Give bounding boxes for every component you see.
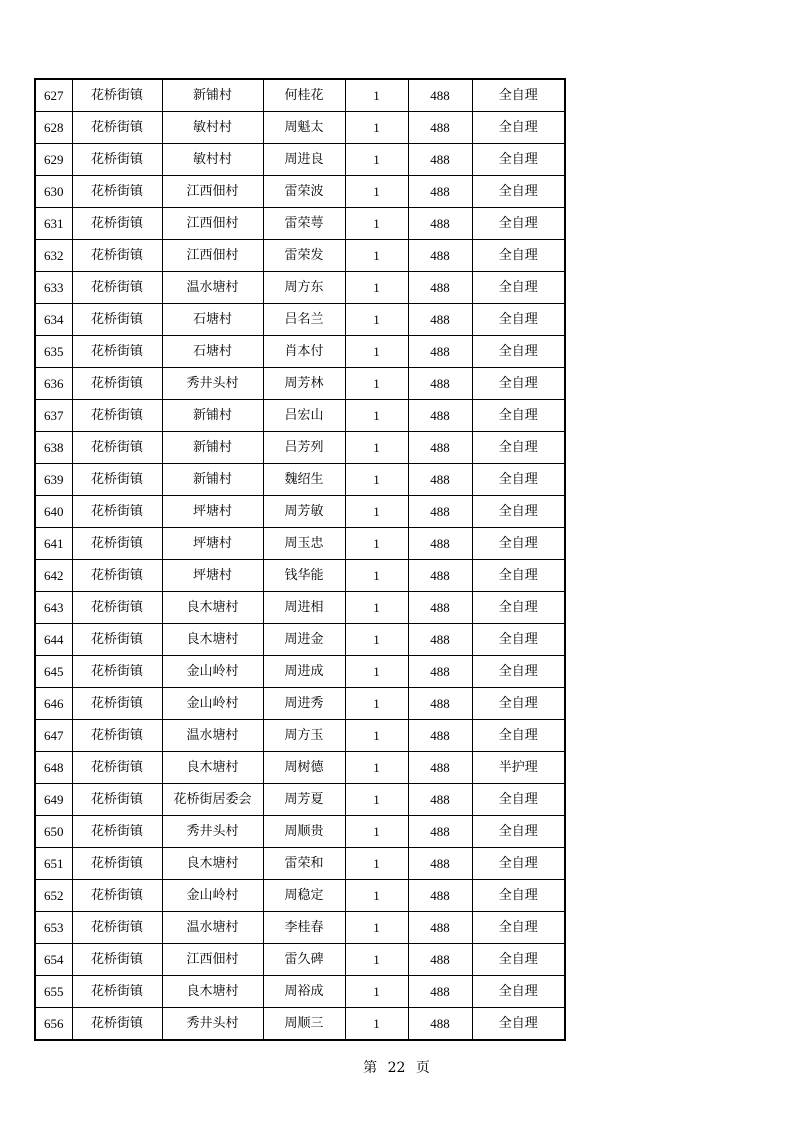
table-row xyxy=(35,848,565,880)
town-cell: 花桥街镇 xyxy=(72,976,162,1008)
amount-cell: 488 xyxy=(408,848,472,880)
count-cell: 1 xyxy=(345,560,408,592)
name-cell: 周进成 xyxy=(263,656,345,688)
serial-number-cell: 634 xyxy=(35,304,72,336)
care-level-cell: 全自理 xyxy=(472,112,565,144)
village-cell: 江西佃村 xyxy=(162,944,263,976)
table-row xyxy=(35,720,565,752)
amount-cell: 488 xyxy=(408,336,472,368)
name-cell: 周方东 xyxy=(263,272,345,304)
amount-cell: 488 xyxy=(408,816,472,848)
amount-cell: 488 xyxy=(408,112,472,144)
count-cell: 1 xyxy=(345,464,408,496)
table-row xyxy=(35,272,565,304)
count-cell: 1 xyxy=(345,624,408,656)
name-cell: 周稳定 xyxy=(263,880,345,912)
town-cell: 花桥街镇 xyxy=(72,816,162,848)
serial-number-cell: 653 xyxy=(35,912,72,944)
name-cell: 吕芳列 xyxy=(263,432,345,464)
name-cell: 何桂花 xyxy=(263,79,345,112)
serial-number-cell: 655 xyxy=(35,976,72,1008)
table-row xyxy=(35,528,565,560)
table-row xyxy=(35,752,565,784)
care-level-cell: 半护理 xyxy=(472,752,565,784)
town-cell: 花桥街镇 xyxy=(72,592,162,624)
village-cell: 新铺村 xyxy=(162,79,263,112)
amount-cell: 488 xyxy=(408,1008,472,1041)
table-row xyxy=(35,432,565,464)
table-row xyxy=(35,784,565,816)
village-cell: 新铺村 xyxy=(162,464,263,496)
table-row xyxy=(35,304,565,336)
care-level-cell: 全自理 xyxy=(472,976,565,1008)
name-cell: 雷荣萼 xyxy=(263,208,345,240)
table-row xyxy=(35,368,565,400)
table-row xyxy=(35,944,565,976)
name-cell: 周芳敏 xyxy=(263,496,345,528)
table-row xyxy=(35,656,565,688)
care-level-cell: 全自理 xyxy=(472,624,565,656)
count-cell: 1 xyxy=(345,592,408,624)
amount-cell: 488 xyxy=(408,240,472,272)
care-level-cell: 全自理 xyxy=(472,912,565,944)
records-table xyxy=(34,78,566,1041)
table-row xyxy=(35,496,565,528)
village-cell: 石塘村 xyxy=(162,336,263,368)
village-cell: 良木塘村 xyxy=(162,976,263,1008)
serial-number-cell: 636 xyxy=(35,368,72,400)
serial-number-cell: 645 xyxy=(35,656,72,688)
table-row xyxy=(35,880,565,912)
village-cell: 坪塘村 xyxy=(162,528,263,560)
serial-number-cell: 651 xyxy=(35,848,72,880)
serial-number-cell: 642 xyxy=(35,560,72,592)
count-cell: 1 xyxy=(345,240,408,272)
amount-cell: 488 xyxy=(408,944,472,976)
name-cell: 周进良 xyxy=(263,144,345,176)
name-cell: 吕名兰 xyxy=(263,304,345,336)
town-cell: 花桥街镇 xyxy=(72,656,162,688)
amount-cell: 488 xyxy=(408,208,472,240)
care-level-cell: 全自理 xyxy=(472,176,565,208)
name-cell: 周魁太 xyxy=(263,112,345,144)
town-cell: 花桥街镇 xyxy=(72,240,162,272)
count-cell: 1 xyxy=(345,112,408,144)
name-cell: 周树德 xyxy=(263,752,345,784)
town-cell: 花桥街镇 xyxy=(72,304,162,336)
count-cell: 1 xyxy=(345,176,408,208)
care-level-cell: 全自理 xyxy=(472,272,565,304)
town-cell: 花桥街镇 xyxy=(72,528,162,560)
village-cell: 良木塘村 xyxy=(162,624,263,656)
table-row xyxy=(35,144,565,176)
serial-number-cell: 648 xyxy=(35,752,72,784)
serial-number-cell: 650 xyxy=(35,816,72,848)
town-cell: 花桥街镇 xyxy=(72,272,162,304)
care-level-cell: 全自理 xyxy=(472,880,565,912)
amount-cell: 488 xyxy=(408,432,472,464)
name-cell: 周进相 xyxy=(263,592,345,624)
name-cell: 周芳林 xyxy=(263,368,345,400)
serial-number-cell: 630 xyxy=(35,176,72,208)
amount-cell: 488 xyxy=(408,528,472,560)
village-cell: 江西佃村 xyxy=(162,208,263,240)
amount-cell: 488 xyxy=(408,272,472,304)
village-cell: 江西佃村 xyxy=(162,240,263,272)
page-number: 22 xyxy=(387,1060,406,1076)
care-level-cell: 全自理 xyxy=(472,944,565,976)
care-level-cell: 全自理 xyxy=(472,208,565,240)
amount-cell: 488 xyxy=(408,144,472,176)
count-cell: 1 xyxy=(345,496,408,528)
count-cell: 1 xyxy=(345,528,408,560)
amount-cell: 488 xyxy=(408,79,472,112)
village-cell: 金山岭村 xyxy=(162,688,263,720)
page-footer xyxy=(0,1057,793,1077)
amount-cell: 488 xyxy=(408,912,472,944)
serial-number-cell: 647 xyxy=(35,720,72,752)
name-cell: 雷久碑 xyxy=(263,944,345,976)
care-level-cell: 全自理 xyxy=(472,816,565,848)
care-level-cell: 全自理 xyxy=(472,688,565,720)
care-level-cell: 全自理 xyxy=(472,304,565,336)
name-cell: 周玉忠 xyxy=(263,528,345,560)
care-level-cell: 全自理 xyxy=(472,560,565,592)
serial-number-cell: 632 xyxy=(35,240,72,272)
count-cell: 1 xyxy=(345,816,408,848)
amount-cell: 488 xyxy=(408,752,472,784)
name-cell: 李桂春 xyxy=(263,912,345,944)
village-cell: 敏村村 xyxy=(162,112,263,144)
town-cell: 花桥街镇 xyxy=(72,400,162,432)
amount-cell: 488 xyxy=(408,688,472,720)
table-body xyxy=(35,79,565,1040)
care-level-cell: 全自理 xyxy=(472,336,565,368)
serial-number-cell: 643 xyxy=(35,592,72,624)
amount-cell: 488 xyxy=(408,976,472,1008)
town-cell: 花桥街镇 xyxy=(72,112,162,144)
table-row xyxy=(35,1008,565,1041)
serial-number-cell: 644 xyxy=(35,624,72,656)
care-level-cell: 全自理 xyxy=(472,368,565,400)
village-cell: 良木塘村 xyxy=(162,752,263,784)
town-cell: 花桥街镇 xyxy=(72,1008,162,1041)
town-cell: 花桥街镇 xyxy=(72,912,162,944)
village-cell: 花桥街居委会 xyxy=(162,784,263,816)
town-cell: 花桥街镇 xyxy=(72,368,162,400)
village-cell: 温水塘村 xyxy=(162,720,263,752)
town-cell: 花桥街镇 xyxy=(72,208,162,240)
name-cell: 吕宏山 xyxy=(263,400,345,432)
table-row xyxy=(35,336,565,368)
name-cell: 魏绍生 xyxy=(263,464,345,496)
count-cell: 1 xyxy=(345,912,408,944)
amount-cell: 488 xyxy=(408,656,472,688)
town-cell: 花桥街镇 xyxy=(72,688,162,720)
town-cell: 花桥街镇 xyxy=(72,336,162,368)
village-cell: 坪塘村 xyxy=(162,560,263,592)
table-row xyxy=(35,912,565,944)
page-prefix: 第 xyxy=(363,1060,378,1076)
count-cell: 1 xyxy=(345,400,408,432)
town-cell: 花桥街镇 xyxy=(72,560,162,592)
name-cell: 周裕成 xyxy=(263,976,345,1008)
count-cell: 1 xyxy=(345,1008,408,1041)
town-cell: 花桥街镇 xyxy=(72,880,162,912)
town-cell: 花桥街镇 xyxy=(72,79,162,112)
table-row xyxy=(35,240,565,272)
village-cell: 秀井头村 xyxy=(162,816,263,848)
village-cell: 坪塘村 xyxy=(162,496,263,528)
care-level-cell: 全自理 xyxy=(472,240,565,272)
name-cell: 周芳夏 xyxy=(263,784,345,816)
village-cell: 敏村村 xyxy=(162,144,263,176)
village-cell: 温水塘村 xyxy=(162,272,263,304)
table-row xyxy=(35,176,565,208)
amount-cell: 488 xyxy=(408,368,472,400)
serial-number-cell: 646 xyxy=(35,688,72,720)
town-cell: 花桥街镇 xyxy=(72,432,162,464)
town-cell: 花桥街镇 xyxy=(72,944,162,976)
count-cell: 1 xyxy=(345,656,408,688)
serial-number-cell: 633 xyxy=(35,272,72,304)
amount-cell: 488 xyxy=(408,400,472,432)
name-cell: 周顺三 xyxy=(263,1008,345,1041)
name-cell: 雷荣和 xyxy=(263,848,345,880)
serial-number-cell: 656 xyxy=(35,1008,72,1041)
amount-cell: 488 xyxy=(408,784,472,816)
count-cell: 1 xyxy=(345,304,408,336)
name-cell: 周进金 xyxy=(263,624,345,656)
serial-number-cell: 631 xyxy=(35,208,72,240)
name-cell: 肖本付 xyxy=(263,336,345,368)
amount-cell: 488 xyxy=(408,624,472,656)
care-level-cell: 全自理 xyxy=(472,144,565,176)
serial-number-cell: 627 xyxy=(35,79,72,112)
count-cell: 1 xyxy=(345,720,408,752)
amount-cell: 488 xyxy=(408,464,472,496)
care-level-cell: 全自理 xyxy=(472,528,565,560)
serial-number-cell: 652 xyxy=(35,880,72,912)
town-cell: 花桥街镇 xyxy=(72,496,162,528)
village-cell: 江西佃村 xyxy=(162,176,263,208)
table-row xyxy=(35,79,565,112)
serial-number-cell: 640 xyxy=(35,496,72,528)
count-cell: 1 xyxy=(345,336,408,368)
count-cell: 1 xyxy=(345,784,408,816)
village-cell: 秀井头村 xyxy=(162,1008,263,1041)
name-cell: 周顺贵 xyxy=(263,816,345,848)
count-cell: 1 xyxy=(345,880,408,912)
name-cell: 周进秀 xyxy=(263,688,345,720)
serial-number-cell: 638 xyxy=(35,432,72,464)
village-cell: 金山岭村 xyxy=(162,880,263,912)
serial-number-cell: 628 xyxy=(35,112,72,144)
serial-number-cell: 654 xyxy=(35,944,72,976)
table-row xyxy=(35,560,565,592)
table-row xyxy=(35,976,565,1008)
amount-cell: 488 xyxy=(408,560,472,592)
care-level-cell: 全自理 xyxy=(472,720,565,752)
village-cell: 新铺村 xyxy=(162,432,263,464)
village-cell: 良木塘村 xyxy=(162,848,263,880)
village-cell: 新铺村 xyxy=(162,400,263,432)
village-cell: 秀井头村 xyxy=(162,368,263,400)
village-cell: 温水塘村 xyxy=(162,912,263,944)
table-row xyxy=(35,112,565,144)
name-cell: 周方玉 xyxy=(263,720,345,752)
village-cell: 良木塘村 xyxy=(162,592,263,624)
town-cell: 花桥街镇 xyxy=(72,144,162,176)
name-cell: 雷荣波 xyxy=(263,176,345,208)
care-level-cell: 全自理 xyxy=(472,592,565,624)
serial-number-cell: 641 xyxy=(35,528,72,560)
table-row xyxy=(35,816,565,848)
village-cell: 金山岭村 xyxy=(162,656,263,688)
town-cell: 花桥街镇 xyxy=(72,720,162,752)
town-cell: 花桥街镇 xyxy=(72,464,162,496)
serial-number-cell: 629 xyxy=(35,144,72,176)
table-row xyxy=(35,208,565,240)
town-cell: 花桥街镇 xyxy=(72,176,162,208)
page-suffix: 页 xyxy=(415,1060,430,1076)
town-cell: 花桥街镇 xyxy=(72,752,162,784)
count-cell: 1 xyxy=(345,208,408,240)
table-row xyxy=(35,400,565,432)
count-cell: 1 xyxy=(345,976,408,1008)
table-row xyxy=(35,688,565,720)
care-level-cell: 全自理 xyxy=(472,784,565,816)
count-cell: 1 xyxy=(345,848,408,880)
serial-number-cell: 649 xyxy=(35,784,72,816)
name-cell: 雷荣发 xyxy=(263,240,345,272)
care-level-cell: 全自理 xyxy=(472,496,565,528)
care-level-cell: 全自理 xyxy=(472,400,565,432)
serial-number-cell: 639 xyxy=(35,464,72,496)
care-level-cell: 全自理 xyxy=(472,464,565,496)
count-cell: 1 xyxy=(345,368,408,400)
amount-cell: 488 xyxy=(408,720,472,752)
amount-cell: 488 xyxy=(408,304,472,336)
care-level-cell: 全自理 xyxy=(472,79,565,112)
town-cell: 花桥街镇 xyxy=(72,624,162,656)
amount-cell: 488 xyxy=(408,496,472,528)
amount-cell: 488 xyxy=(408,592,472,624)
care-level-cell: 全自理 xyxy=(472,432,565,464)
count-cell: 1 xyxy=(345,432,408,464)
amount-cell: 488 xyxy=(408,176,472,208)
town-cell: 花桥街镇 xyxy=(72,848,162,880)
table-row xyxy=(35,592,565,624)
table-row xyxy=(35,464,565,496)
count-cell: 1 xyxy=(345,144,408,176)
count-cell: 1 xyxy=(345,944,408,976)
serial-number-cell: 635 xyxy=(35,336,72,368)
care-level-cell: 全自理 xyxy=(472,848,565,880)
amount-cell: 488 xyxy=(408,880,472,912)
care-level-cell: 全自理 xyxy=(472,1008,565,1041)
care-level-cell: 全自理 xyxy=(472,656,565,688)
count-cell: 1 xyxy=(345,272,408,304)
town-cell: 花桥街镇 xyxy=(72,784,162,816)
count-cell: 1 xyxy=(345,688,408,720)
count-cell: 1 xyxy=(345,79,408,112)
village-cell: 石塘村 xyxy=(162,304,263,336)
count-cell: 1 xyxy=(345,752,408,784)
name-cell: 钱华能 xyxy=(263,560,345,592)
table-row xyxy=(35,624,565,656)
serial-number-cell: 637 xyxy=(35,400,72,432)
